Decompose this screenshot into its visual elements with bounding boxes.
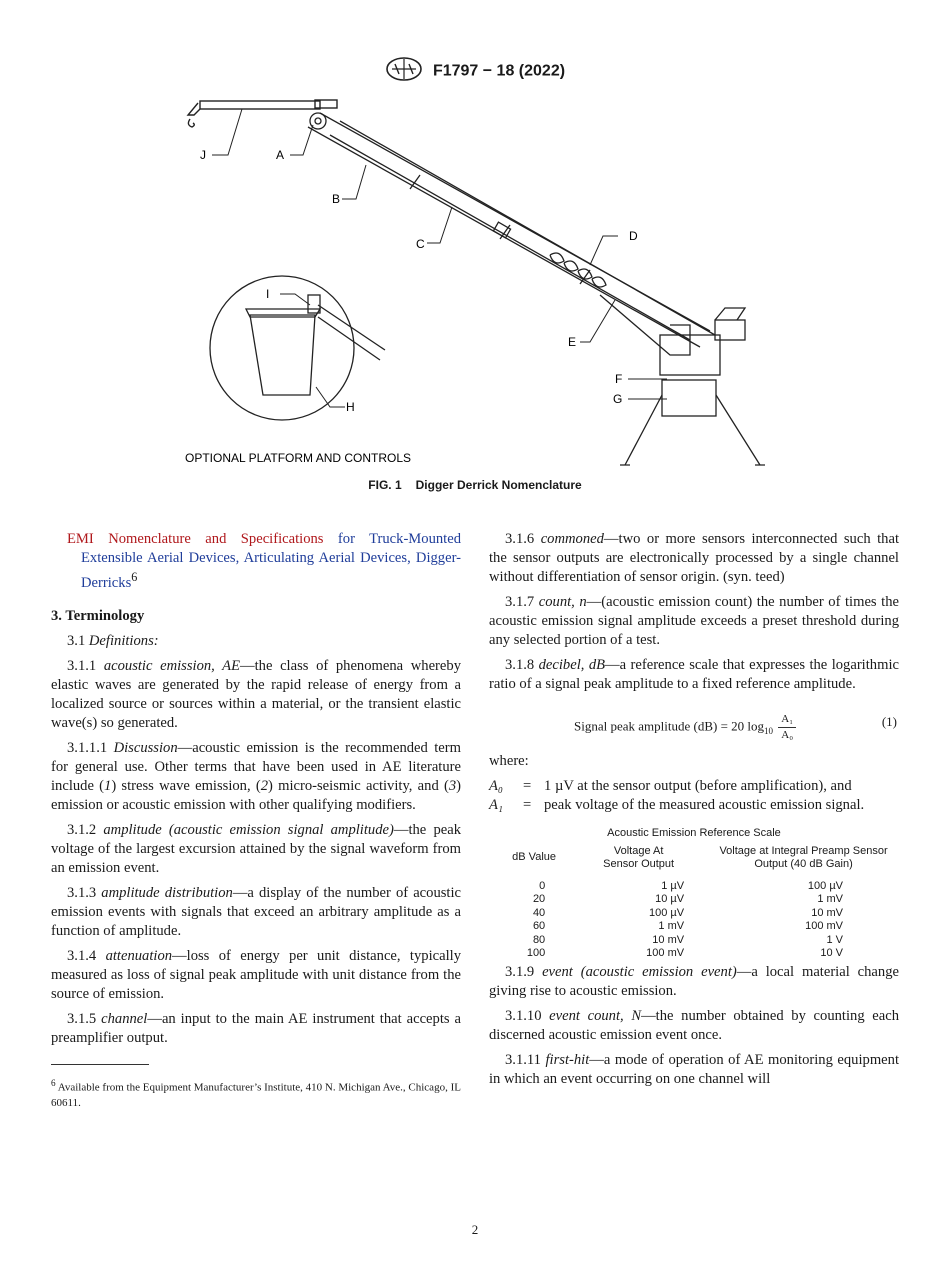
boom-illustration (308, 113, 765, 465)
table-row: 0 1 µV 100 µV (539, 879, 843, 892)
platform-caption: OPTIONAL PLATFORM AND CONTROLS (185, 451, 412, 465)
table-row: 40 100 µV 10 mV (532, 906, 843, 919)
page-header (0, 56, 950, 87)
section-title: 3. Terminology (51, 607, 145, 624)
def-3-1-1: 3.1.1 acoustic emission, AE—the class of phenomena whereby elastic waves are generated by the rapid release of energy from a localized source or sources within a material, or the transient elastic wave(s) so generated. (51, 657, 461, 731)
left-column (51, 530, 461, 1054)
footnote: $^6$ Available from the Equipment Manufacturer’s Institute, 410 N. Michigan Ave., Chicago, IL 60611. (51, 1078, 461, 1109)
def-3-1-6: 3.1.6 commoned—two or more sensors interconnected such that the sensor outputs are electronically processed by a single channel without differentiation of sensor origin. (syn. teed) (489, 531, 899, 585)
table-row: 60 1 mV 100 mV (532, 920, 843, 932)
equation-1: Signal peak amplitude (dB) = 20 $\log_{10}$ $\frac{\text{A₁}}{\text{A₀}}$ (1) (574, 713, 897, 741)
where-label: where: (489, 753, 529, 769)
label-C: C (416, 237, 425, 251)
page-number: 2 (471, 1222, 479, 1237)
table-title: Acoustic Emission Reference Scale (607, 827, 781, 839)
table-header: dB Value (512, 851, 556, 864)
where-row-a0: A₀ = 1 µV at the sensor output (before amplification), and (489, 778, 852, 794)
label-B: B (332, 192, 341, 206)
table-header: Voltage at Integral Preamp Sensor Output (40 dB Gain) (719, 844, 888, 870)
def-3-1-5: 3.1.5 channel—an input to the main AE instrument that accepts a preamplifier output. (51, 1010, 461, 1046)
label-F: F (615, 372, 623, 386)
figure-caption: FIG. 1 Digger Derrick Nomenclature (368, 478, 582, 492)
label-H: H (346, 400, 355, 414)
def-3-1-8: 3.1.8 decibel, dB—a reference scale that expresses the logarithmic ratio of a signal peak amplitude to a fixed reference amplitude. (489, 657, 899, 692)
reference-scale-table (489, 827, 899, 961)
def-3-1-1-1: 3.1.1.1 Discussion—acoustic emission is the recommended term for general use. Other terms that have been used in AE literature include (1) stress wave emission, (2) micro-seismic activity, and (3) emission or acoustic emission with other qualifying modifiers. (51, 739, 462, 813)
footnote-rule (51, 1064, 149, 1065)
table-row: 100 100 mV 10 V (526, 947, 843, 959)
table-header: Voltage At Sensor Output (603, 844, 675, 870)
digger-derrick-figure (170, 95, 790, 475)
table-row: 20 10 µV 1 mV (532, 893, 843, 905)
astm-logo-icon (385, 56, 423, 87)
label-J: J (200, 148, 206, 162)
def-3-1-3: 3.1.3 amplitude distribution—a display of the number of acoustic emission events with signals that exceed an arbitrary amplitude as a function of amplitude. (51, 884, 462, 939)
def-3-1: 3.1 Definitions: (67, 632, 159, 649)
where-row-a1: A₁ = peak voltage of the measured acoustic emission signal. (489, 797, 865, 813)
right-column (489, 530, 899, 1095)
def-3-1-9: 3.1.9 event (acoustic emission event)—a local material change giving rise to acoustic emission. (489, 963, 899, 999)
standard-designation: F1797 − 18 (2022) (432, 62, 566, 80)
def-3-1-7: 3.1.7 count, n—(acoustic emission count) the number of times the acoustic emission signal amplitude exceeds a preset threshold during any selected portion of a test. (489, 594, 899, 648)
platform-inset (210, 276, 385, 420)
def-3-1-11: 3.1.11 first-hit—a mode of operation of AE monitoring equipment in which an event occurring on one channel will (489, 1051, 900, 1087)
label-G: G (613, 392, 623, 406)
def-3-1-2: 3.1.2 amplitude (acoustic emission signal amplitude)—the peak voltage of the largest excursion attained by the signal waveform from an emission event. (51, 821, 461, 876)
table-row: 80 10 mV 1 V (532, 933, 843, 946)
label-A: A (276, 148, 285, 162)
label-D: D (629, 229, 638, 243)
def-3-1-4: 3.1.4 attenuation—loss of energy per unit distance, typically measured as loss of signal peak amplitude with unit distance from the source of emission. (51, 947, 461, 1002)
label-E: E (568, 335, 577, 349)
def-3-1-10: 3.1.10 event count, N—the number obtained by counting each discerned acoustic emission event once. (489, 1007, 900, 1043)
label-I: I (266, 287, 270, 301)
reference-entry: EMI Nomenclature and Specifications for Truck-Mounted Extensible Aerial Devices, Articulating Aerial Devices, Digger-Derricks$^6$ (67, 531, 462, 591)
